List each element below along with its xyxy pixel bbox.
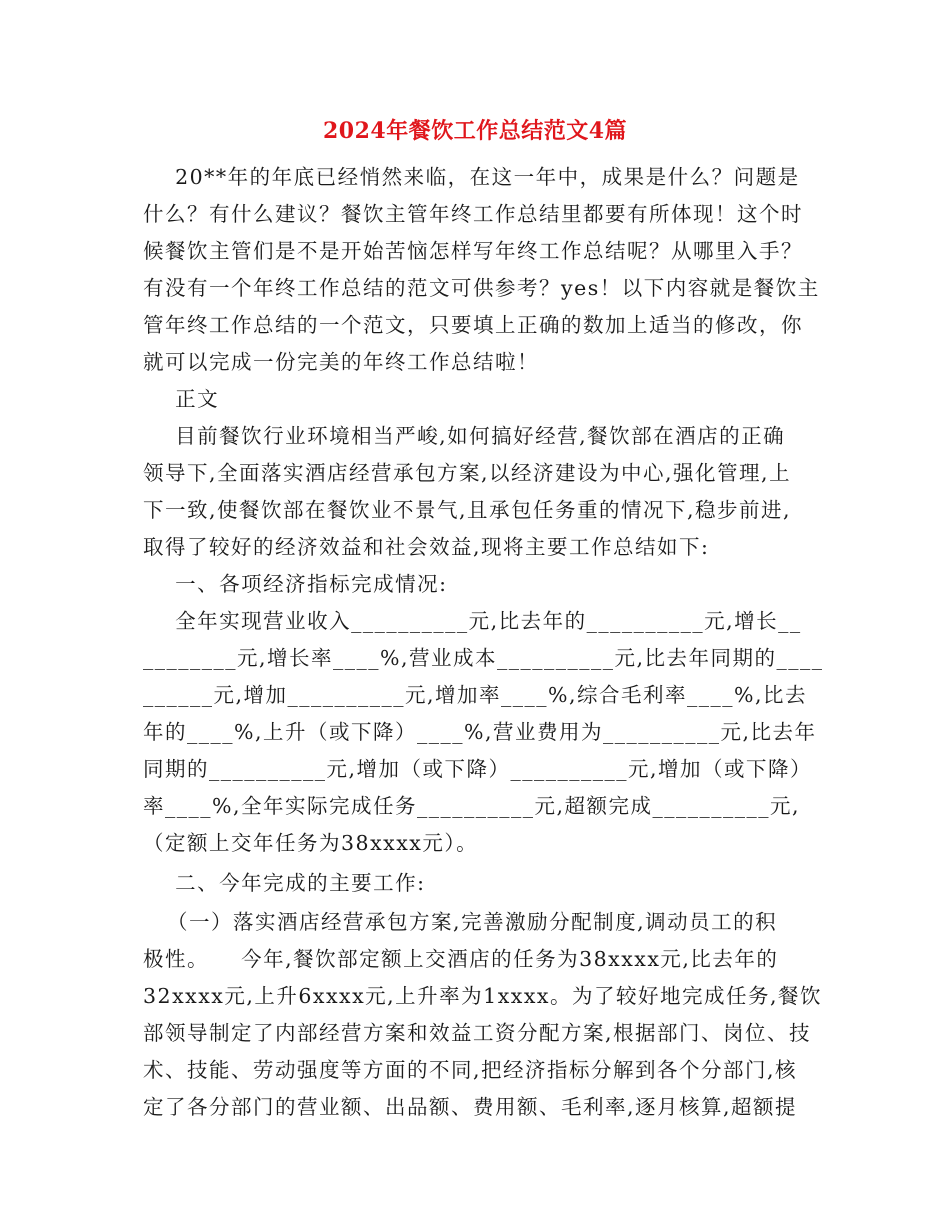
- paragraph-line: 目前餐饮行业环境相当严峻,如何搞好经营,餐饮部在酒店的正确: [143, 424, 786, 448]
- section-heading: 一、各项经济指标完成情况:: [143, 572, 448, 596]
- paragraph-line: 管年终工作总结的一个范文，只要填上正确的数加上适当的修改，你: [143, 313, 803, 337]
- paragraph-line: 就可以完成一份完美的年终工作总结啦！: [143, 350, 539, 374]
- paragraph-line: 极性。 今年,餐饮部定额上交酒店的任务为38xxxx元,比去年的: [143, 947, 779, 971]
- paragraph-line: 率____%,全年实际完成任务__________元,超额完成__________元,: [143, 794, 801, 818]
- paragraph-line: ______元,增加__________元,增加率____%,综合毛利率____%,比去: [143, 683, 808, 707]
- paragraph-line: 取得了较好的经济效益和社会效益,现将主要工作总结如下:: [143, 535, 710, 559]
- paragraph-line: 年的____%,上升（或下降）____%,营业费用为__________元,比去年: [143, 720, 817, 744]
- section-heading: 二、今年完成的主要工作:: [143, 871, 426, 895]
- paragraph-line: 候餐饮主管们是不是开始苦恼怎样写年终工作总结呢？从哪里入手？: [143, 239, 803, 263]
- paragraph-line: 全年实现营业收入__________元,比去年的__________元,增长__: [143, 609, 802, 633]
- document-title: 2024年餐饮工作总结范文4篇: [322, 118, 628, 144]
- paragraph-line: ________元,增长率____%,营业成本__________元,比去年同期的____: [143, 646, 824, 670]
- paragraph-line: 定了各分部门的营业额、出品额、费用额、毛利率,逐月核算,超额提: [143, 1095, 798, 1119]
- paragraph-line: 32xxxx元,上升6xxxx元,上升率为1xxxx。为了较好地完成任务,餐饮: [143, 984, 822, 1008]
- paragraph-line: （一）落实酒店经营承包方案,完善激励分配制度,调动员工的积: [143, 910, 778, 934]
- paragraph-line: 同期的__________元,增加（或下降）__________元,增加（或下降）: [143, 757, 813, 781]
- paragraph-line: 什么？有什么建议？餐饮主管年终工作总结里都要有所体现！这个时: [143, 202, 803, 226]
- paragraph-line: 有没有一个年终工作总结的范文可供参考？yes！以下内容就是餐饮主: [143, 276, 820, 300]
- paragraph-line: 领导下,全面落实酒店经营承包方案,以经济建设为中心,强化管理,上: [143, 461, 792, 485]
- paragraph-line: 部领导制定了内部经营方案和效益工资分配方案,根据部门、岗位、技: [143, 1021, 812, 1045]
- paragraph-line: 20**年的年底已经悄然来临，在这一年中，成果是什么？问题是: [143, 165, 800, 189]
- paragraph-line: （定额上交年任务为38xxxx元）。: [143, 831, 479, 855]
- paragraph-line: 下一致,使餐饮部在餐饮业不景气,且承包任务重的情况下,稳步前进,: [143, 498, 792, 522]
- section-label: 正文: [143, 387, 220, 411]
- paragraph-line: 术、技能、劳动强度等方面的不同,把经济指标分解到各个分部门,核: [143, 1058, 798, 1082]
